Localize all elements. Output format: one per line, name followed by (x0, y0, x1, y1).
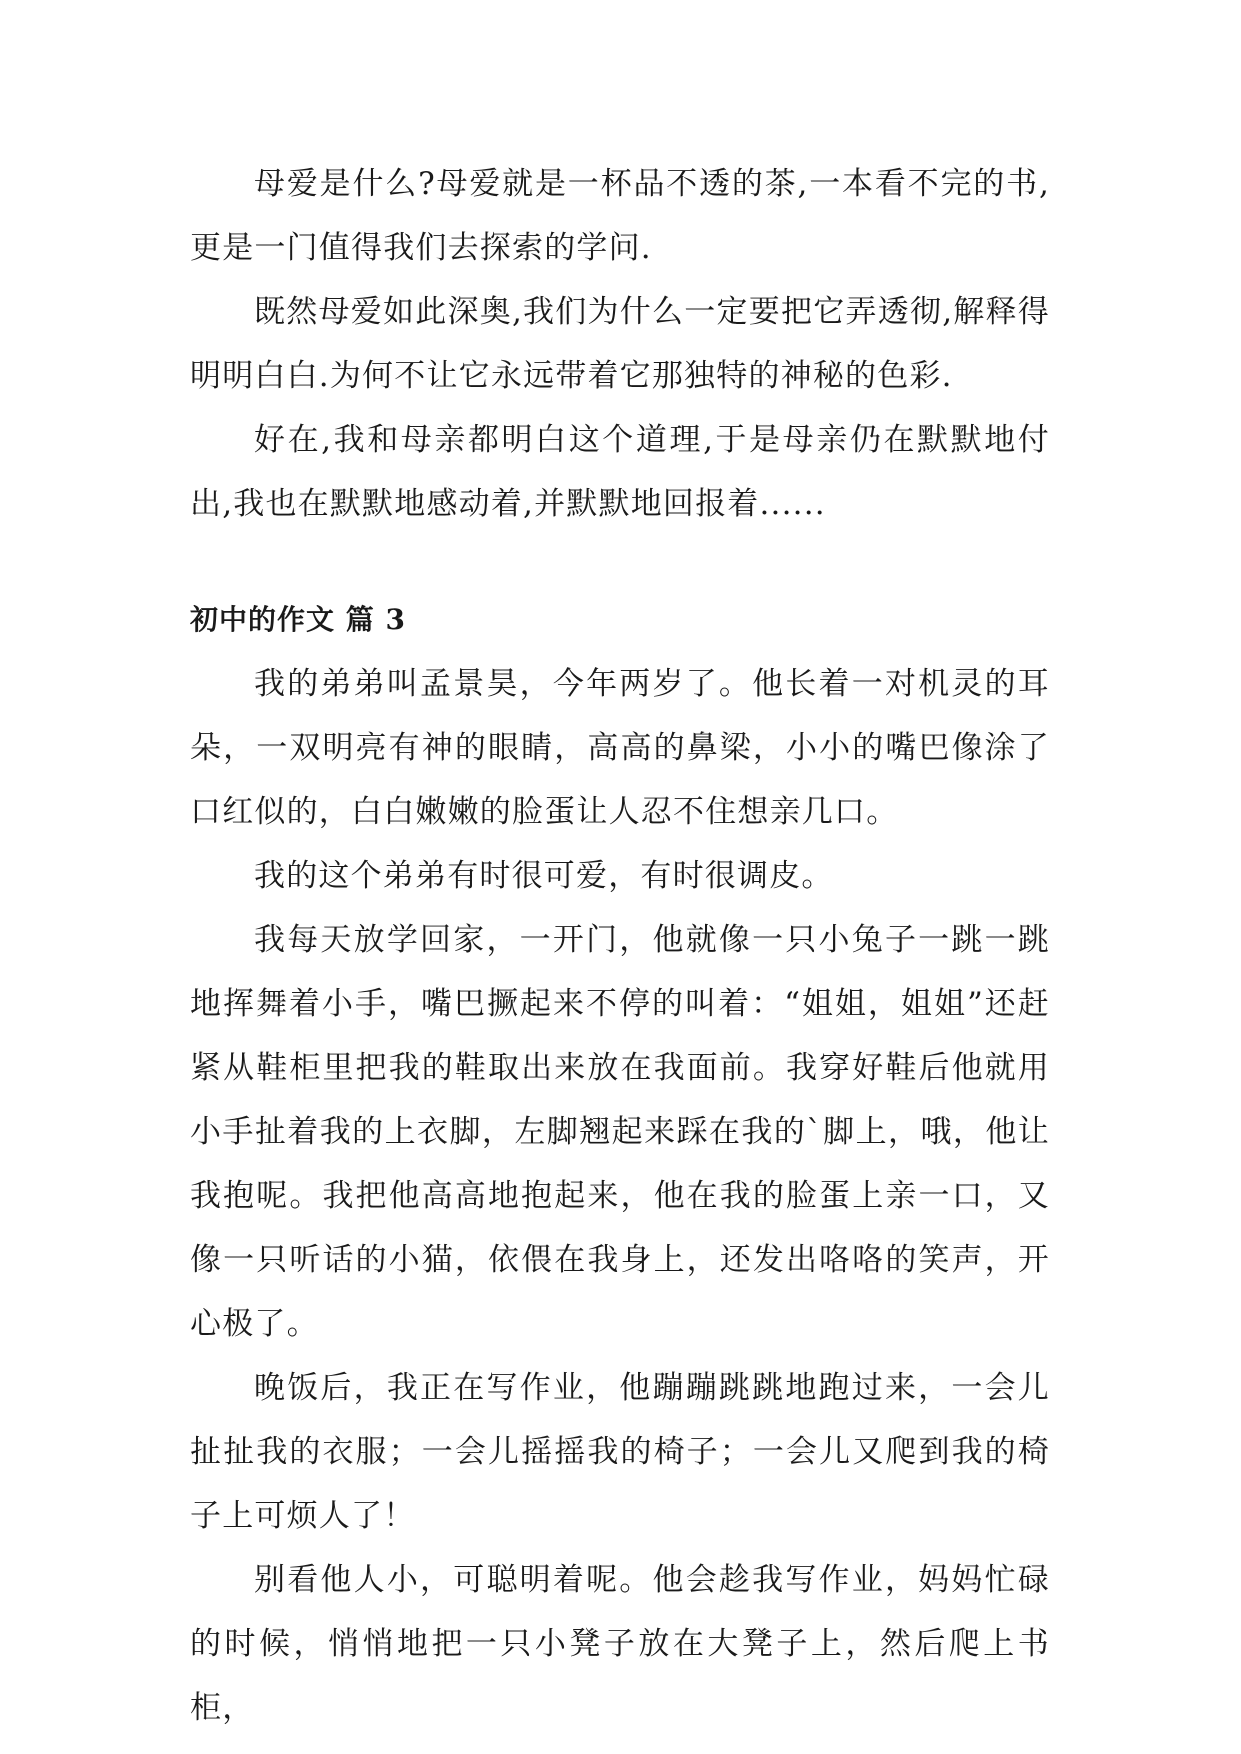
paragraph-brother-cute: 我的这个弟弟有时很可爱，有时很调皮。 (254, 858, 834, 894)
paragraph-brother-after-dinner: 晚饭后，我正在写作业，他蹦蹦跳跳地跑过来，一会儿扯扯我的衣服；一会儿摇摇我的椅子；一会儿又爬到我的椅子上可烦人了！ (190, 1370, 1050, 1534)
paragraph-mother-love-2: 既然母爱如此深奥,我们为什么一定要把它弄透彻,解释得明明白白.为何不让它永远带着它那独特的神秘的色彩. (190, 294, 1050, 394)
paragraph-brother-clever: 别看他人小，可聪明着呢。他会趁我写作业，妈妈忙碌的时候，悄悄地把一只小凳子放在大凳子上，然后爬上书柜， (190, 1562, 1050, 1726)
paragraph-mother-love-1: 母爱是什么?母爱就是一杯品不透的茶,一本看不完的书,更是一门值得我们去探索的学问. (190, 166, 1050, 266)
section-title: 初中的作文 篇 3 (190, 603, 406, 636)
document-page (190, 152, 1050, 1740)
paragraph-brother-intro: 我的弟弟叫孟景昊，今年两岁了。他长着一对机灵的耳朵，一双明亮有神的眼睛，高高的鼻梁，小小的嘴巴像涂了口红似的，白白嫩嫩的脸蛋让人忍不住想亲几口。 (190, 666, 1050, 830)
paragraph-mother-love-3: 好在,我和母亲都明白这个道理,于是母亲仍在默默地付出,我也在默默地感动着,并默默地回报着...... (190, 422, 1050, 522)
paragraph-brother-greeting: 我每天放学回家，一开门，他就像一只小兔子一跳一跳地挥舞着小手，嘴巴撅起来不停的叫着：“姐姐，姐姐”还赶紧从鞋柜里把我的鞋取出来放在我面前。我穿好鞋后他就用小手扯着我的上衣脚，左脚翘起来踩在我的`脚上，哦，他让我抱呢。我把他高高地抱起来，他在我的脸蛋上亲一口，又像一只听话的小猫，依偎在我身上，还发出咯咯的笑声，开心极了。 (190, 922, 1050, 1342)
